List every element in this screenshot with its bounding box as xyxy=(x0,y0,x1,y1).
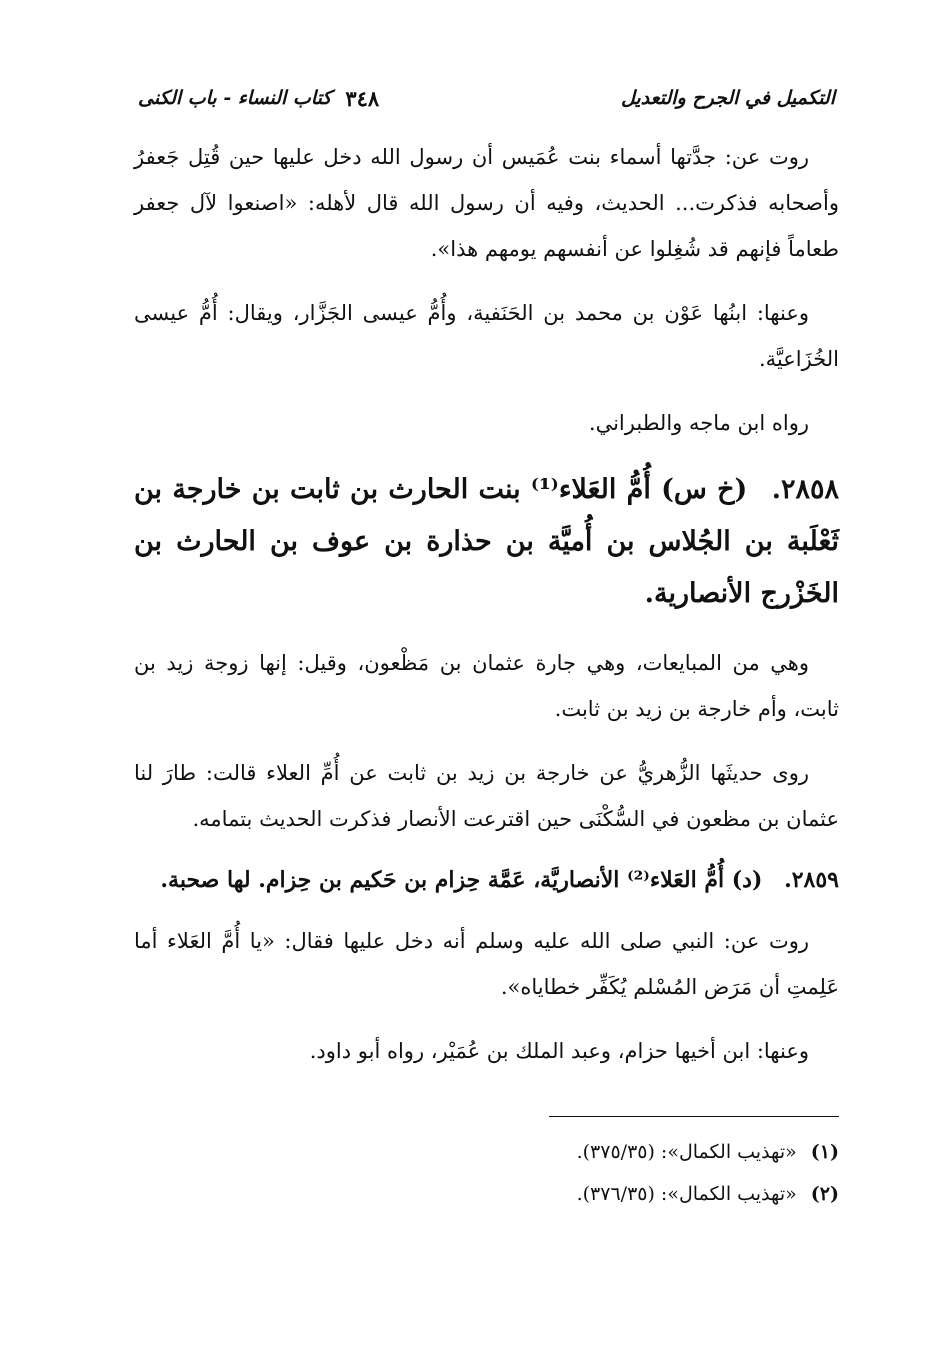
footnote-divider xyxy=(549,1116,839,1117)
chapter-title: كتاب النساء - باب الكنى xyxy=(138,87,332,109)
paragraph-source: رواه ابن ماجه والطبراني. xyxy=(588,411,809,435)
entry-2858 xyxy=(134,464,839,620)
paragraph-narrated-from-2: روت عن: النبي صلى الله عليه وسلم أنه دخل عليها فقال: «يا أُمَّ العَلاء أما عَلِمتِ أن مَرَض المُسْلم يُكَفِّر خطاياه». xyxy=(134,929,839,999)
book-title: التكميل في الجرح والتعديل xyxy=(620,87,835,109)
paragraph-narrated-from: روت عن: جدَّتها أسماء بنت عُمَيس أن رسول الله دخل عليها حين قُتِل جَعفرُ وأصحابه فذكرت... الحديث، وفيه أن رسول الله قال لأهله: «اصنعوا لآل جعفر طعاماً فإنهم قد شُغِلوا عن أنفسهم يومهم هذا». xyxy=(134,145,839,261)
running-header xyxy=(134,78,839,118)
paragraph-hadith-chain: روى حديثَها الزُّهريُّ عن خارجة بن زيد بن ثابت عن أُمِّ العلاء قالت: طارَ لنا عثمان بن مظعون في السُّكْنَى حين اقترعت الأنصار فذكرت الحديث بتمامه. xyxy=(134,761,839,831)
footnote-number: (٢) xyxy=(810,1183,839,1205)
footnote-text: «تهذيب الكمال»: (٣٧٥/٣٥). xyxy=(576,1141,797,1163)
paragraph-biography: وهي من المبايعات، وهي جارة عثمان بن مَظْعون، وقيل: إنها زوجة زيد بن ثابت، وأم خارجة بن زيد بن ثابت. xyxy=(134,651,839,721)
entry-heading: (د) أُمُّ العَلاء⁽²⁾ الأنصاريَّة، عَمَّة حِزام بن حَكيم بن حِزام. لها صحبة. xyxy=(160,867,763,893)
header-right-group xyxy=(138,86,379,111)
footnote-number: (١) xyxy=(810,1141,839,1163)
footnote-2 xyxy=(134,1173,839,1215)
entry-2859 xyxy=(134,860,839,900)
footnote-1 xyxy=(134,1131,839,1173)
paragraph-narrators: وعنها: ابنُها عَوْن بن محمد بن الحَنَفية، وأُمُّ عيسى الجَزَّار، ويقال: أُمُّ عيسى الخُزَاعيَّة. xyxy=(134,301,839,371)
entry-heading: (خ س) أُمُّ العَلاء⁽¹⁾ بنت الحارث بن ثابت بن خارجة بن ثَعْلَبة بن الجُلاس بن أُميَّة بن حذارة بن عوف بن الحارث بن الخَزْرج الأنصارية. xyxy=(134,474,839,609)
entry-number: ٢٨٥٩. xyxy=(784,867,839,893)
page-number: ٣٤٨ xyxy=(345,85,380,111)
footnote-text: «تهذيب الكمال»: (٣٧٦/٣٥). xyxy=(576,1183,797,1205)
paragraph-narrators-2: وعنها: ابن أخيها حزام، وعبد الملك بن عُمَيْر، رواه أبو داود. xyxy=(309,1039,809,1063)
entry-number: ٢٨٥٨. xyxy=(771,474,839,505)
